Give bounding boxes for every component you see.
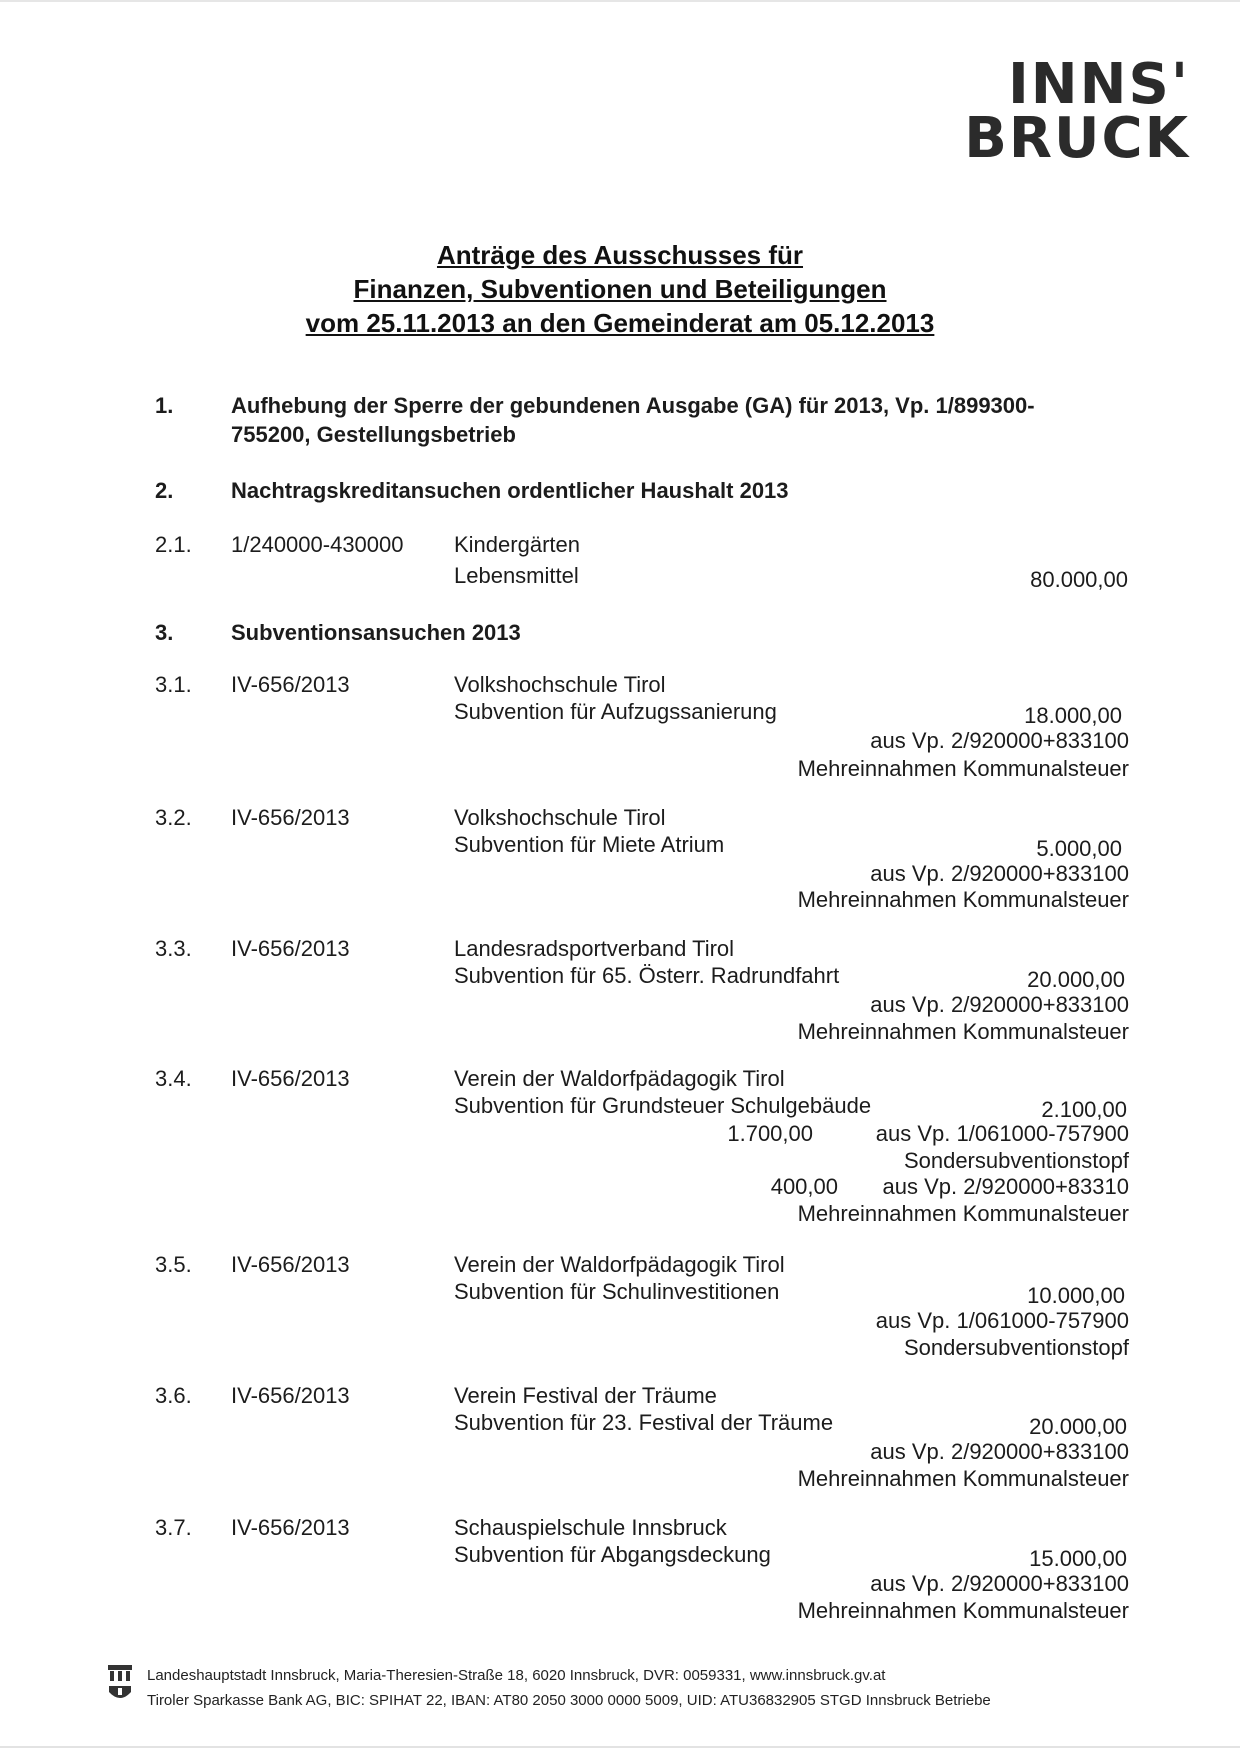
item-3-3-vp: aus Vp. 2/920000+833100	[870, 992, 1129, 1017]
item-3-5-purpose: Subvention für Schulinvestitionen	[454, 1279, 780, 1304]
footer-line-1: Landeshauptstadt Innsbruck, Maria-Theresien-Straße 18, 6020 Innsbruck, DVR: 0059331, www.innsbruck.gv.at	[147, 1667, 886, 1684]
item-3-6-ref: IV-656/2013	[231, 1383, 350, 1408]
logo-line-1: INNS'	[1007, 52, 1190, 117]
item-3-3-source: Mehreinnahmen Kommunalsteuer	[797, 1019, 1129, 1044]
top-edge-rule	[0, 0, 1240, 2]
logo-line-2: BRUCK	[964, 106, 1190, 171]
item-3-4-org: Verein der Waldorfpädagogik Tirol	[454, 1066, 785, 1091]
item-3-1-source: Mehreinnahmen Kommunalsteuer	[797, 756, 1129, 781]
item-3-4-purpose: Subvention für Grundsteuer Schulgebäude	[454, 1093, 872, 1118]
section-1-line-1: Aufhebung der Sperre der gebundenen Ausgabe (GA) für 2013, Vp. 1/899300-	[231, 393, 1035, 418]
item-3-2-number: 3.2.	[155, 805, 192, 830]
item-3-2-purpose: Subvention für Miete Atrium	[454, 832, 725, 857]
item-3-7-org: Schauspielschule Innsbruck	[454, 1515, 727, 1540]
item-3-1-purpose: Subvention für Aufzugssanierung	[454, 699, 777, 724]
item-2-1-amount: 80.000,00	[1030, 567, 1128, 592]
item-3-4-amount: 2.100,00	[1041, 1097, 1127, 1122]
footer-line-2: Tiroler Sparkasse Bank AG, BIC: SPIHAT 22, IBAN: AT80 2050 3000 0000 5009, UID: ATU36832905 STGD Innsbruck Betriebe	[147, 1692, 991, 1709]
item-3-5-amount: 10.000,00	[1027, 1283, 1125, 1308]
item-3-3-org: Landesradsportverband Tirol	[454, 936, 735, 961]
innsbruck-logo	[930, 52, 1190, 171]
item-3-5-ref: IV-656/2013	[231, 1252, 350, 1277]
item-3-2-amount: 5.000,00	[1036, 836, 1122, 861]
item-3-4-split-1-source: Sondersubventionstopf	[903, 1148, 1129, 1173]
title-line-3: vom 25.11.2013 an den Gemeinderat am 05.12.2013	[305, 308, 935, 338]
item-3-3-amount: 20.000,00	[1027, 967, 1125, 992]
item-3-1-vp: aus Vp. 2/920000+833100	[870, 728, 1129, 753]
item-3-3-ref: IV-656/2013	[231, 936, 350, 961]
item-3-1-number: 3.1.	[155, 672, 192, 697]
item-3-3-purpose: Subvention für 65. Österr. Radrundfahrt	[454, 963, 840, 988]
item-3-6-source: Mehreinnahmen Kommunalsteuer	[797, 1466, 1129, 1491]
item-3-1-amount: 18.000,00	[1024, 703, 1122, 728]
bottom-edge-rule	[0, 1746, 1240, 1748]
item-2-1-line-2: Lebensmittel	[454, 563, 579, 588]
item-3-7-ref: IV-656/2013	[231, 1515, 350, 1540]
item-3-7-purpose: Subvention für Abgangsdeckung	[454, 1542, 771, 1567]
title-line-2: Finanzen, Subventionen und Beteiligungen	[353, 274, 887, 304]
item-3-6-vp: aus Vp. 2/920000+833100	[870, 1439, 1129, 1464]
item-3-4-split-2-vp: aus Vp. 2/920000+83310	[882, 1174, 1129, 1199]
item-3-5-number: 3.5.	[155, 1252, 192, 1277]
item-3-7-amount: 15.000,00	[1029, 1546, 1127, 1571]
item-3-1-ref: IV-656/2013	[231, 672, 350, 697]
section-2-number: 2.	[155, 478, 174, 503]
section-1-number: 1.	[155, 393, 174, 418]
title-line-1: Anträge des Ausschusses für	[436, 240, 804, 270]
item-3-6-org: Verein Festival der Träume	[454, 1383, 717, 1408]
item-3-6-number: 3.6.	[155, 1383, 192, 1408]
item-2-1-number: 2.1.	[155, 532, 192, 557]
item-3-2-source: Mehreinnahmen Kommunalsteuer	[797, 887, 1129, 912]
item-3-6-amount: 20.000,00	[1029, 1414, 1127, 1439]
item-2-1-line-1: Kindergärten	[454, 532, 580, 557]
city-crest-icon	[107, 1664, 133, 1704]
item-3-7-vp: aus Vp. 2/920000+833100	[870, 1571, 1129, 1596]
section-2-heading: Nachtragskreditansuchen ordentlicher Haushalt 2013	[231, 478, 789, 503]
item-3-4-number: 3.4.	[155, 1066, 192, 1091]
item-3-5-org: Verein der Waldorfpädagogik Tirol	[454, 1252, 785, 1277]
item-2-1-ref: 1/240000-430000	[231, 532, 404, 557]
item-3-4-split-1-vp: aus Vp. 1/061000-757900	[875, 1121, 1129, 1146]
item-3-4-ref: IV-656/2013	[231, 1066, 350, 1091]
item-3-4-split-2-source: Mehreinnahmen Kommunalsteuer	[797, 1201, 1129, 1226]
section-3-number: 3.	[155, 620, 174, 645]
item-3-7-number: 3.7.	[155, 1515, 192, 1540]
section-3-heading: Subventionsansuchen 2013	[231, 620, 521, 645]
item-3-2-org: Volkshochschule Tirol	[454, 805, 666, 830]
item-3-5-vp: aus Vp. 1/061000-757900	[875, 1308, 1129, 1333]
item-3-2-vp: aus Vp. 2/920000+833100	[870, 861, 1129, 886]
item-3-5-source: Sondersubventionstopf	[903, 1335, 1129, 1360]
item-3-1-org: Volkshochschule Tirol	[454, 672, 666, 697]
item-3-4-split-2-amount: 400,00	[770, 1174, 838, 1199]
item-3-4-split-1-amount: 1.700,00	[727, 1121, 813, 1146]
item-3-6-purpose: Subvention für 23. Festival der Träume	[454, 1410, 834, 1435]
item-3-2-ref: IV-656/2013	[231, 805, 350, 830]
item-3-3-number: 3.3.	[155, 936, 192, 961]
section-1-line-2: 755200, Gestellungsbetrieb	[231, 422, 516, 447]
item-3-7-source: Mehreinnahmen Kommunalsteuer	[797, 1598, 1129, 1623]
